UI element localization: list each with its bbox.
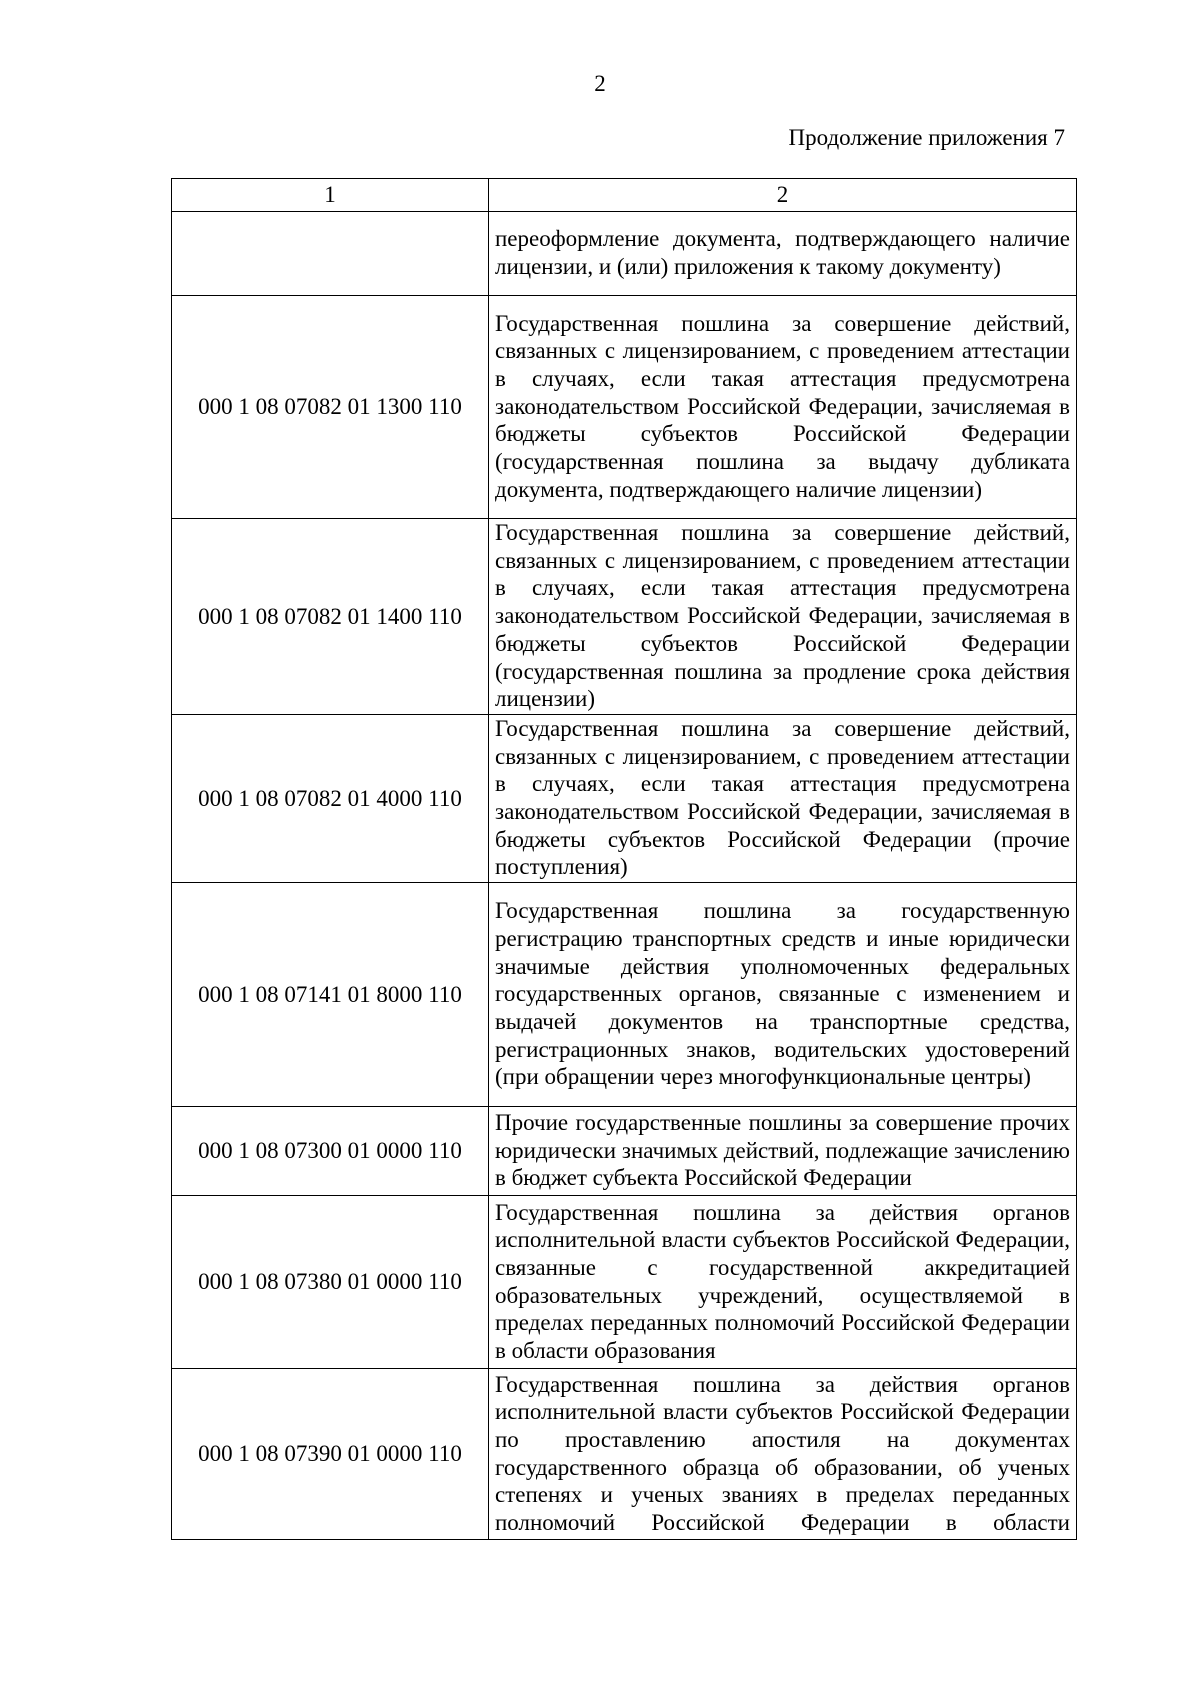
- table-row: [172, 883, 1077, 1107]
- row-text-content: Прочие государственные пошлины за совершение прочих юридически значимых действий, подлежащие зачислению в бюджет субъекта Российской Федерации: [495, 1110, 1070, 1191]
- row-text-content: Государственная пошлина за государственную регистрацию транспортных средств и иные юридически значимые действия уполномоченных федеральных государственных органов, связанные с изменением и выдачей документов на транспортные средства, регистрационных знаков, водительских удостоверений (при обращении через многофункциональные центры): [495, 898, 1070, 1090]
- row-text-content: Государственная пошлина за действия органов исполнительной власти субъектов Российской Федерации по проставлению апостиля на документах государственного образца об образовании, об ученых степенях и ученых званиях в пределах переданных полномочий Российской Федерации в области: [495, 1371, 1070, 1536]
- row-text: [489, 519, 1077, 715]
- table-header-row: [172, 179, 1077, 212]
- table-row: [172, 212, 1077, 296]
- row-text: [489, 296, 1077, 519]
- table-row: [172, 1196, 1077, 1369]
- row-text-content: Государственная пошлина за действия органов исполнительной власти субъектов Российской Федерации, связанные с государственной аккредитацией образовательных учреждений, осуществляемой в пределах переданных полномочий Российской Федерации в области образования: [495, 1199, 1070, 1364]
- row-text: [489, 1196, 1077, 1369]
- budget-codes-table: [171, 178, 1077, 1540]
- row-text: [489, 1369, 1077, 1540]
- table-row: [172, 1107, 1077, 1196]
- page-number: 2: [594, 71, 606, 96]
- row-code: 000 1 08 07082 01 1300 110: [172, 296, 489, 519]
- row-text-content: Государственная пошлина за совершение действий, связанных с лицензированием, с проведением аттестации в случаях, если такая аттестация предусмотрена законодательством Российской Федерации, зачисляемая в бюджеты субъектов Российской Федерации (государственная пошлина за продление срока действия лицензии): [495, 520, 1070, 712]
- header-col-2: 2: [489, 179, 1077, 212]
- header-col-1: 1: [172, 179, 489, 212]
- row-code: 000 1 08 07082 01 4000 110: [172, 714, 489, 882]
- row-text: [489, 1107, 1077, 1196]
- table-row: [172, 1369, 1077, 1540]
- row-text: [489, 212, 1077, 296]
- row-text-content: переоформление документа, подтверждающего наличие лицензии, и (или) приложения к такому документу): [495, 226, 1070, 279]
- row-code: [172, 212, 489, 296]
- row-text-content: Государственная пошлина за совершение действий, связанных с лицензированием, с проведением аттестации в случаях, если такая аттестация предусмотрена законодательством Российской Федерации, зачисляемая в бюджеты субъектов Российской Федерации (прочие поступления): [495, 715, 1070, 880]
- row-code: 000 1 08 07141 01 8000 110: [172, 883, 489, 1107]
- row-code: 000 1 08 07390 01 0000 110: [172, 1369, 489, 1540]
- table-row: [172, 519, 1077, 715]
- row-code: 000 1 08 07082 01 1400 110: [172, 519, 489, 715]
- row-text: [489, 714, 1077, 882]
- row-code: 000 1 08 07300 01 0000 110: [172, 1107, 489, 1196]
- row-code: 000 1 08 07380 01 0000 110: [172, 1196, 489, 1369]
- continuation-label: Продолжение приложения 7: [788, 125, 1065, 150]
- table-row: [172, 296, 1077, 519]
- row-text-content: Государственная пошлина за совершение действий, связанных с лицензированием, с проведением аттестации в случаях, если такая аттестация предусмотрена законодательством Российской Федерации, зачисляемая в бюджеты субъектов Российской Федерации (государственная пошлина за выдачу дубликата документа, подтверждающего наличие лицензии): [495, 310, 1070, 502]
- row-text: [489, 883, 1077, 1107]
- table-row: [172, 714, 1077, 882]
